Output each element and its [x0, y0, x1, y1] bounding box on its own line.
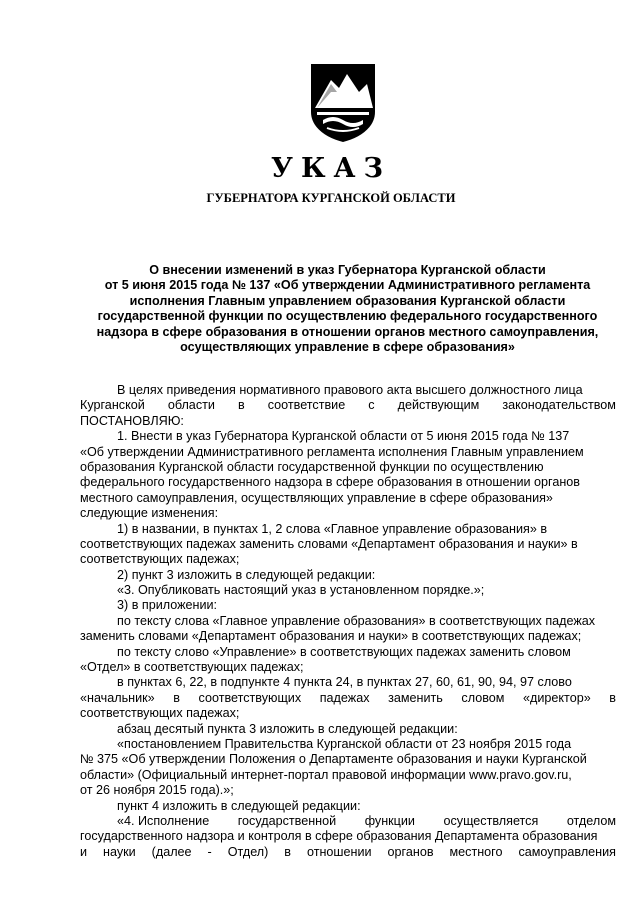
- word: органов: [387, 844, 434, 859]
- word: отношении: [306, 844, 372, 859]
- body-line: федерального государственного надзора в сфере образования в отношении органов: [80, 475, 580, 490]
- body-line: № 375 «Об утверждении Положения о Департаменте образования и науки Курганской: [80, 752, 587, 767]
- word: «4. Исполнение: [117, 813, 210, 828]
- body-line: государственного надзора и контроля в сфере образования Департамента образования: [80, 829, 598, 844]
- word: и: [80, 844, 88, 859]
- title-line: О внесении изменений в указ Губернатора Курганской области: [149, 263, 546, 277]
- body-line: В целях приведения нормативного правового акта высшего должностного лица: [117, 383, 583, 397]
- body-line-justified: [80, 814, 616, 829]
- body-line: заменить словами «Департамент образования и науки» в соответствующих падежах;: [80, 629, 582, 644]
- body-line: по тексту слова «Главное управление образования» в соответствующих падежах: [117, 613, 596, 628]
- body-line: 2) пункт 3 изложить в следующей редакции:: [117, 567, 376, 582]
- word: отделом: [566, 813, 616, 828]
- word: осуществляется: [443, 813, 539, 828]
- word: (далее: [151, 844, 192, 859]
- body-line: от 26 ноября 2015 года).»;: [80, 783, 234, 798]
- body-line: «Об утверждении Административного регламента исполнения Главным управлением: [80, 444, 584, 459]
- word: законодательством: [502, 398, 616, 413]
- body-line: местного самоуправления, осуществляющих управление в сфере образования»: [80, 490, 553, 505]
- body-line: соответствующих падежах;: [80, 706, 240, 721]
- word: Курганской: [80, 398, 145, 413]
- title-line: от 5 июня 2015 года № 137 «Об утверждении Административного регламента: [104, 278, 591, 293]
- body-line: ПОСТАНОВЛЯЮ:: [80, 413, 184, 428]
- body-line: «постановлением Правительства Курганской области от 23 ноября 2015 года: [117, 736, 572, 751]
- word: функции: [364, 813, 415, 828]
- word: с: [368, 398, 375, 413]
- word: «начальник»: [80, 690, 155, 705]
- word: -: [207, 844, 212, 859]
- body-line: области» (Официальный интернет-портал правовой информации www.pravo.gov.ru,: [80, 767, 572, 782]
- body-line: соответствующих падежах;: [80, 552, 240, 567]
- body-line: 3) в приложении:: [117, 598, 218, 613]
- word: действующим: [397, 398, 480, 413]
- body-line: 1) в названии, в пунктах 1, 2 слова «Главное управление образования» в: [117, 521, 548, 536]
- coat-of-arms-icon: [307, 62, 379, 144]
- word: науки: [103, 844, 136, 859]
- body-line: «3. Опубликовать настоящий указ в установленном порядке.»;: [117, 583, 485, 598]
- title-line: государственной функции по осуществлению федерального государственного: [97, 309, 598, 324]
- word: словом: [461, 690, 505, 705]
- title-line: исполнения Главным управлением образования Курганской области: [129, 293, 566, 308]
- body-line-justified: [80, 691, 616, 706]
- body-line: образования Курганской области государственной функции по осуществлению: [80, 459, 544, 474]
- word: падежах: [319, 690, 370, 705]
- word: области: [167, 398, 215, 413]
- document-title: [75, 263, 620, 355]
- word: соответствие: [267, 398, 346, 413]
- body-line: 1. Внести в указ Губернатора Курганской области от 5 июня 2015 года № 137: [117, 429, 570, 444]
- word: государственной: [237, 813, 337, 828]
- body-line-justified: [80, 398, 616, 413]
- issuer-heading: ГУБЕРНАТОРА КУРГАНСКОЙ ОБЛАСТИ: [206, 191, 456, 205]
- word: «директор»: [523, 690, 591, 705]
- body-line: абзац десятый пункта 3 изложить в следующей редакции:: [117, 721, 458, 736]
- word: в: [237, 398, 245, 413]
- body-line: следующие изменения:: [80, 506, 219, 521]
- word: самоуправления: [518, 844, 616, 859]
- document-body: [80, 383, 616, 860]
- body-line: соответствующих падежах заменить словами «Департамент образования и науки» в: [80, 536, 578, 551]
- body-line: «Отдел» в соответствующих падежах;: [80, 660, 304, 675]
- body-line: пункт 4 изложить в следующей редакции:: [117, 798, 361, 813]
- body-line: по тексту слово «Управление» в соответствующих падежах заменить словом: [117, 644, 571, 659]
- word: в: [284, 844, 291, 859]
- body-line: в пунктах 6, 22, в подпункте 4 пункта 24, в пунктах 27, 60, 61, 90, 94, 97 слово: [117, 675, 572, 690]
- title-line: осуществляющих управление в сфере образования»: [180, 340, 515, 355]
- word: соответствующих: [198, 690, 302, 705]
- title-line: надзора в сфере образования в отношении органов местного самоуправления,: [96, 324, 599, 339]
- decree-heading: УКАЗ: [271, 153, 391, 184]
- word: заменить: [388, 690, 443, 705]
- word: в: [173, 690, 180, 705]
- body-line-justified: [80, 845, 616, 860]
- word: в: [609, 690, 616, 705]
- word: Отдел): [227, 844, 269, 859]
- word: местного: [449, 844, 503, 859]
